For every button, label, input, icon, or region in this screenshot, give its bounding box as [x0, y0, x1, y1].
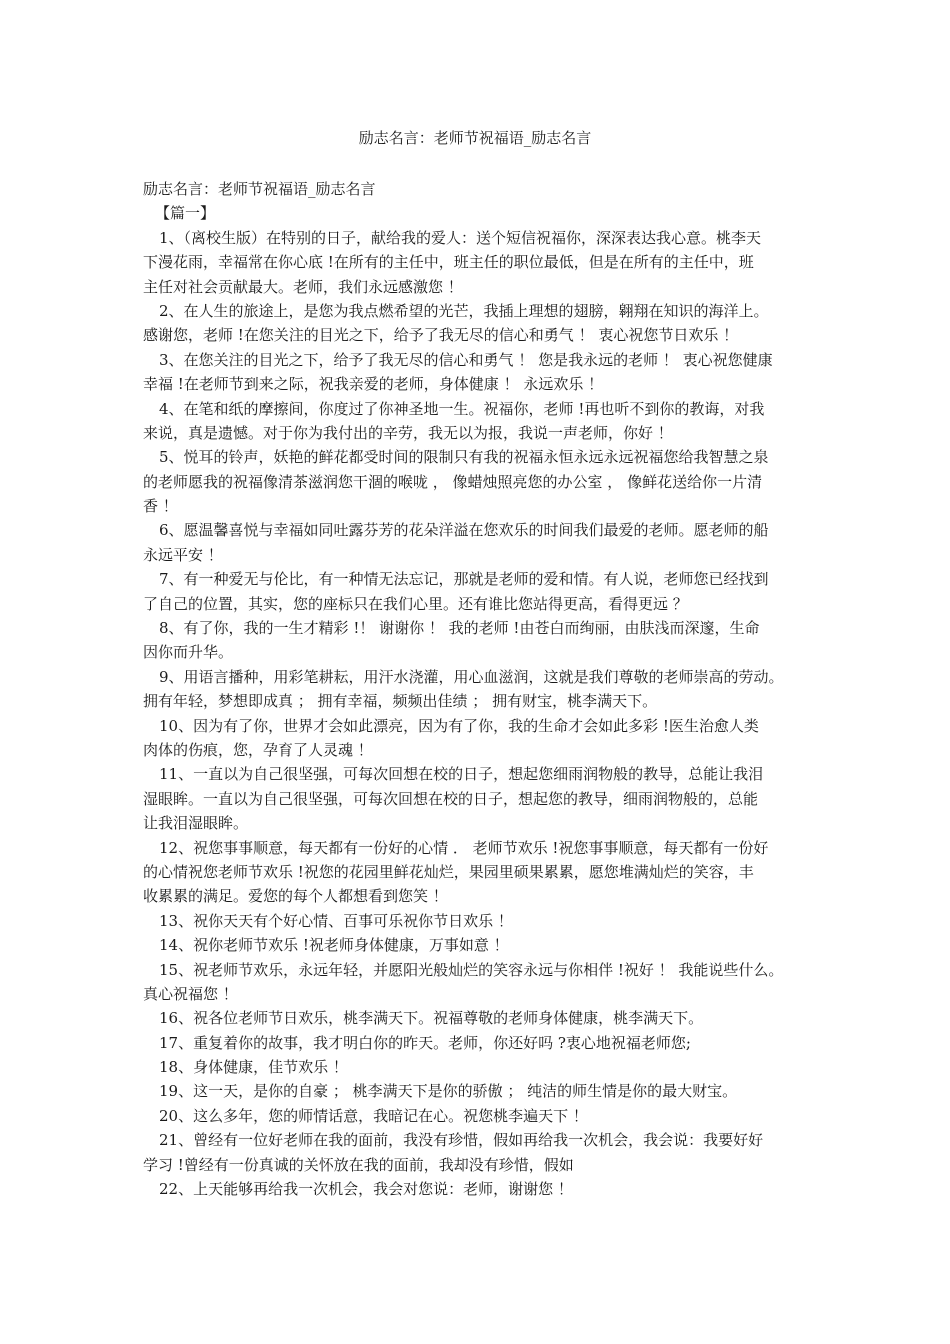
item-3-line-2: 幸福 !在老师节到来之际，祝我亲爱的老师，身体健康 ！ 永远欢乐 ！ — [143, 375, 604, 394]
item-13: 13、祝你天天有个好心情、百事可乐祝你节日欢乐 ！ — [159, 911, 513, 930]
item-1-line-1: 1、（离校生版）在特别的日子，献给我的爱人：送个短信祝福你，深深表达我心意。桃李天 — [159, 228, 762, 247]
item-1-line-3: 主任对社会贡献最大。老师，我们永远感激您 ！ — [143, 277, 463, 296]
item-12-line-1: 12、祝您事事顺意，每天都有一份好的心情 ． 老师节欢乐 !祝您事事顺意，每天都有一份好 — [159, 838, 769, 857]
item-2-line-2: 感谢您，老师 !在您关注的目光之下，给予了我无尽的信心和勇气 ！ 衷心祝您节日欢乐 ！ — [143, 326, 739, 345]
item-22: 22、上天能够再给我一次机会，我会对您说：老师，谢谢您 ！ — [159, 1180, 573, 1199]
item-5-line-3: 香 ！ — [143, 497, 178, 516]
item-6-line-2: 永远平安 ！ — [143, 545, 223, 564]
item-14: 14、祝你老师节欢乐 !祝老师身体健康，万事如意 ！ — [159, 936, 509, 955]
item-21-line-1: 21、曾经有一位好老师在我的面前，我没有珍惜，假如再给我一次机会，我会说：我要好好 — [159, 1131, 764, 1150]
item-15-line-2: 真心祝福您 ！ — [143, 984, 238, 1003]
item-11-line-1: 11、一直以为自己很坚强，可每次回想在校的日子，想起您细雨润物般的教导，总能让我泪 — [159, 765, 764, 784]
item-6-line-1: 6、愿温馨喜悦与幸福如同吐露芬芳的花朵洋溢在您欢乐的时间我们最爱的老师。愿老师的船 — [159, 521, 769, 540]
item-9-line-2: 拥有年轻，梦想即成真 ； 拥有幸福，频频出佳绩 ； 拥有财宝，桃李满天下。 — [143, 692, 658, 711]
item-7-line-2: 了自己的位置，其实，您的座标只在我们心里。还有谁比您站得更高，看得更远 ？ — [143, 594, 688, 613]
item-5-line-2: 的老师愿我的祝福像清茶滋润您干涸的喉咙 ， 像蜡烛照亮您的办公室 ， 像鲜花送给你一片清 — [143, 472, 763, 491]
item-7-line-1: 7、有一种爱无与伦比，有一种情无法忘记，那就是老师的爱和情。有人说，老师您已经找到 — [159, 570, 769, 589]
item-9-line-1: 9、用语言播种，用彩笔耕耘，用汗水浇灌，用心血滋润，这就是我们尊敬的老师崇高的劳动。 — [159, 667, 784, 686]
item-3-line-1: 3、在您关注的目光之下，给予了我无尽的信心和勇气 ！ 您是我永远的老师 ！ 衷心祝您健康 — [159, 350, 773, 369]
item-10-line-2: 肉体的伤痕，您，孕育了人灵魂 ！ — [143, 740, 373, 759]
item-4-line-1: 4、在笔和纸的摩擦间，你度过了你神圣地一生。祝福你，老师 !再也听不到你的教诲，对我 — [159, 399, 765, 418]
item-12-line-3: 收累累的满足。爱您的每个人都想看到您笑 ！ — [143, 887, 448, 906]
item-12-line-2: 的心情祝您老师节欢乐 !祝您的花园里鲜花灿烂，果园里硕果累累，愿您堆满灿烂的笑容，丰 — [143, 862, 754, 881]
page-title: 励志名言：老师节祝福语_励志名言 — [358, 129, 592, 147]
item-8-line-1: 8、有了你，我的一生才精彩 !！ 谢谢你 ！ 我的老师 !由苍白而绚丽，由肤浅而深邃，生命 — [159, 619, 760, 638]
item-5-line-1: 5、悦耳的铃声，妖艳的鲜花都受时间的限制只有我的祝福永恒永远永远祝福您给我智慧之泉 — [159, 448, 769, 467]
item-18: 18、身体健康，佳节欢乐 ！ — [159, 1058, 348, 1077]
item-10-line-1: 10、因为有了你，世界才会如此漂亮，因为有了你，我的生命才会如此多彩 !医生治愈人类 — [159, 716, 759, 735]
section-heading: 【篇一】 — [155, 204, 216, 223]
item-17: 17、重复着你的故事，我才明白你的昨天。老师，你还好吗 ?衷心地祝福老师您; — [159, 1033, 691, 1052]
item-21-line-2: 学习 !曾经有一份真诚的关怀放在我的面前，我却没有珍惜，假如 — [143, 1155, 574, 1174]
document-body — [143, 177, 823, 1201]
item-8-line-2: 因你而升华。 — [143, 643, 234, 662]
item-2-line-1: 2、在人生的旅途上，是您为我点燃希望的光芒，我插上理想的翅膀，翱翔在知识的海洋上。 — [159, 301, 769, 320]
document-subtitle: 励志名言：老师节祝福语_励志名言 — [143, 180, 376, 198]
item-20: 20、这么多年，您的师情话意，我暗记在心。祝您桃李遍天下 ！ — [159, 1106, 588, 1125]
item-15-line-1: 15、祝老师节欢乐，永远年轻，并愿阳光般灿烂的笑容永远与你相伴 !祝好 ！ 我能说些什么。 — [159, 960, 784, 979]
item-19: 19、这一天，是你的自豪 ； 桃李满天下是你的骄傲 ； 纯洁的师生情是你的最大财宝。 — [159, 1082, 738, 1101]
item-11-line-3: 让我泪湿眼眸。 — [143, 814, 249, 833]
item-4-line-2: 来说，真是遗憾。对于你为我付出的辛劳，我无以为报，我说一声老师，你好 ！ — [143, 423, 673, 442]
item-11-line-2: 湿眼眸。一直以为自己很坚强，可每次回想在校的日子，想起您的教导，细雨润物般的，总能 — [143, 789, 759, 808]
item-16: 16、祝各位老师节日欢乐，桃李满天下。祝福尊敬的老师身体健康，桃李满天下。 — [159, 1009, 704, 1028]
item-1-line-2: 下漫花雨，幸福常在你心底 !在所有的主任中，班主任的职位最低，但是在所有的主任中，班 — [143, 253, 754, 272]
